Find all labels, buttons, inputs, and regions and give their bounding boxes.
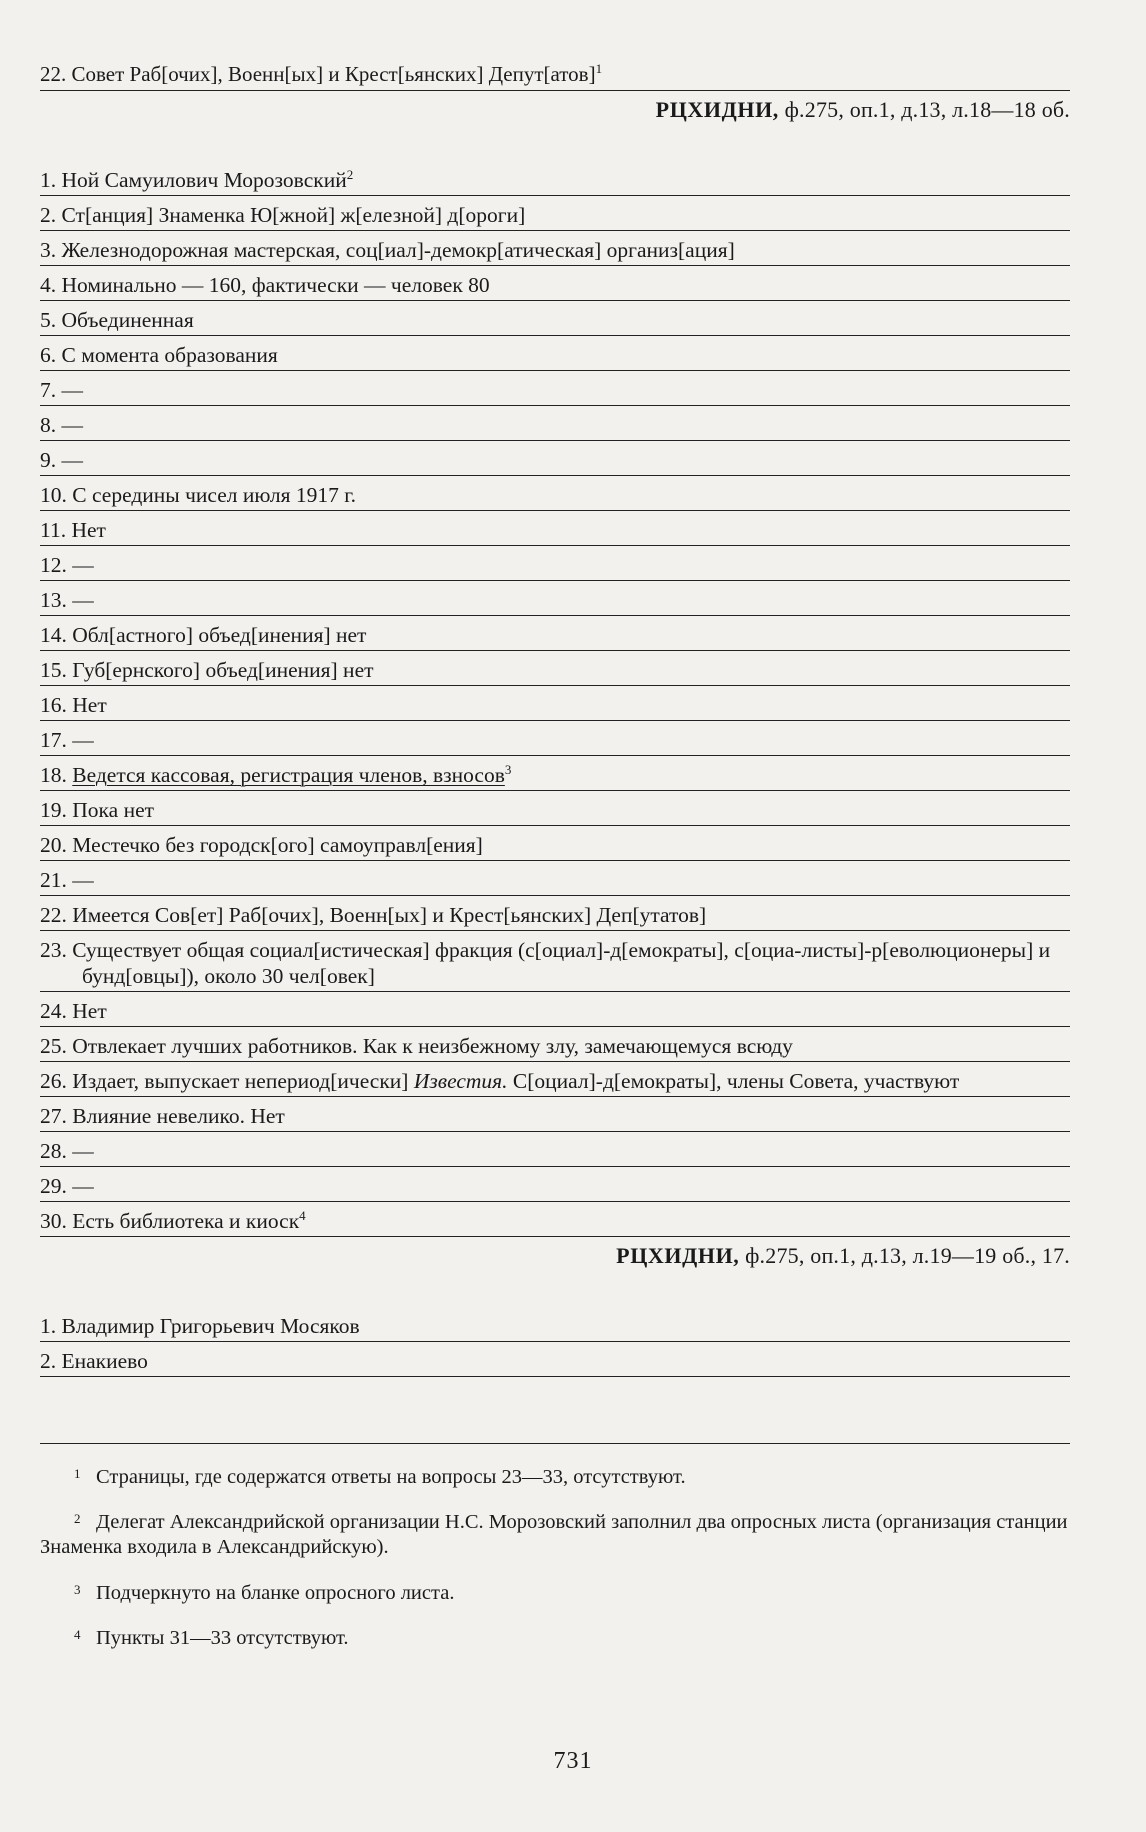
answer-row: 20. Местечко без городск[ого] самоуправл[ения] <box>40 826 1070 861</box>
publication-title: Известия. <box>413 1069 508 1093</box>
answer-row: 8. — <box>40 406 1070 441</box>
answer-row: 26. Издает, выпускает непериод[ически] Известия. С[оциал]-д[емократы], члены Совета, участвуют <box>40 1062 1070 1097</box>
answer-row: 25. Отвлекает лучших работников. Как к неизбежному злу, замечающемуся всюду <box>40 1027 1070 1062</box>
answer-row: 19. Пока нет <box>40 791 1070 826</box>
answer-row: 24. Нет <box>40 992 1070 1027</box>
answer-row: 6. С момента образования <box>40 336 1070 371</box>
answer-row: 14. Обл[астного] объед[инения] нет <box>40 616 1070 651</box>
answer-row: 17. — <box>40 721 1070 756</box>
answer-row: 10. С середины чисел июля 1917 г. <box>40 476 1070 511</box>
answers-list-a <box>40 161 1070 1237</box>
footnote: 4 Пункты 31—33 отсутствуют. <box>74 1627 349 1649</box>
answer-row: 2. Ст[анция] Знаменка Ю[жной] ж[елезной] д[ороги] <box>40 196 1070 231</box>
answer-row: 28. — <box>40 1132 1070 1167</box>
answer-row: 9. — <box>40 441 1070 476</box>
footnote: 2 Делегат Александрийской организации Н.С. Морозовский заполнил два опросных листа (организация станции Знаменка входила в Александрийскую). <box>40 1511 1068 1558</box>
footnote-ref: 1 <box>595 61 603 76</box>
answer-row: 1. Владимир Григорьевич Мосяков <box>40 1307 1070 1342</box>
answers-list-b <box>40 1307 1070 1377</box>
answer-row: 30. Есть библиотека и киоск$^4$ <box>40 1202 1070 1237</box>
footnote-ref: 2 <box>346 166 354 182</box>
archive-reference: РЦХИДНИ, ф.275, оп.1, д.13, л.18—18 об. <box>655 97 1070 122</box>
answer-row: 11. Нет <box>40 511 1070 546</box>
answer-row: 1. Ной Самуилович Морозовский$^2$ <box>40 161 1070 196</box>
underlined-text: Ведется кассовая, регистрация членов, взносов <box>72 763 505 787</box>
answer-row: 18. Ведется кассовая, регистрация членов, взносов$^3$ <box>40 756 1070 791</box>
answer-row: 4. Номинально — 160, фактически — человек 80 <box>40 266 1070 301</box>
footnote: 1 Страницы, где содержатся ответы на вопросы 23—33, отсутствуют. <box>74 1465 686 1488</box>
answer-row: 15. Губ[ернского] объед[инения] нет <box>40 651 1070 686</box>
answer-row: 22. Имеется Сов[ет] Раб[очих], Военн[ых] и Крест[ьянских] Деп[утатов] <box>40 896 1070 931</box>
answer-row: 13. — <box>40 581 1070 616</box>
page-number: 731 <box>553 1748 593 1774</box>
answer-row: 7. — <box>40 371 1070 406</box>
answer-row: 23. Существует общая социал[истическая] фракция (с[оциал]-д[емократы], с[оциа-листы]-р[еволюционеры] и бунд[овцы]), около 30 чел[овек] <box>40 931 1070 992</box>
footnote-divider <box>40 1443 1070 1444</box>
answer-row: 21. — <box>40 861 1070 896</box>
questionnaire-title: 22. Совет Раб[очих], Военн[ых] и Крест[ьянских] Депут[атов]$^1$ <box>40 60 1070 91</box>
answer-row: 12. — <box>40 546 1070 581</box>
answer-row: 3. Железнодорожная мастерская, соц[иал]-демокр[атическая] организ[ация] <box>40 231 1070 266</box>
footnote: 3 Подчеркнуто на бланке опросного листа. <box>74 1581 455 1604</box>
footnote-ref: 3 <box>504 761 512 777</box>
footnotes <box>40 1465 1070 1652</box>
answer-row: 16. Нет <box>40 686 1070 721</box>
answer-row: 2. Енакиево <box>40 1342 1070 1377</box>
answer-row: 5. Объединенная <box>40 301 1070 336</box>
answer-row: 29. — <box>40 1167 1070 1202</box>
answer-row: 27. Влияние невелико. Нет <box>40 1097 1070 1132</box>
archive-reference: РЦХИДНИ, ф.275, оп.1, д.13, л.19—19 об., 17. <box>616 1243 1070 1268</box>
footnote-ref: 4 <box>299 1207 306 1223</box>
